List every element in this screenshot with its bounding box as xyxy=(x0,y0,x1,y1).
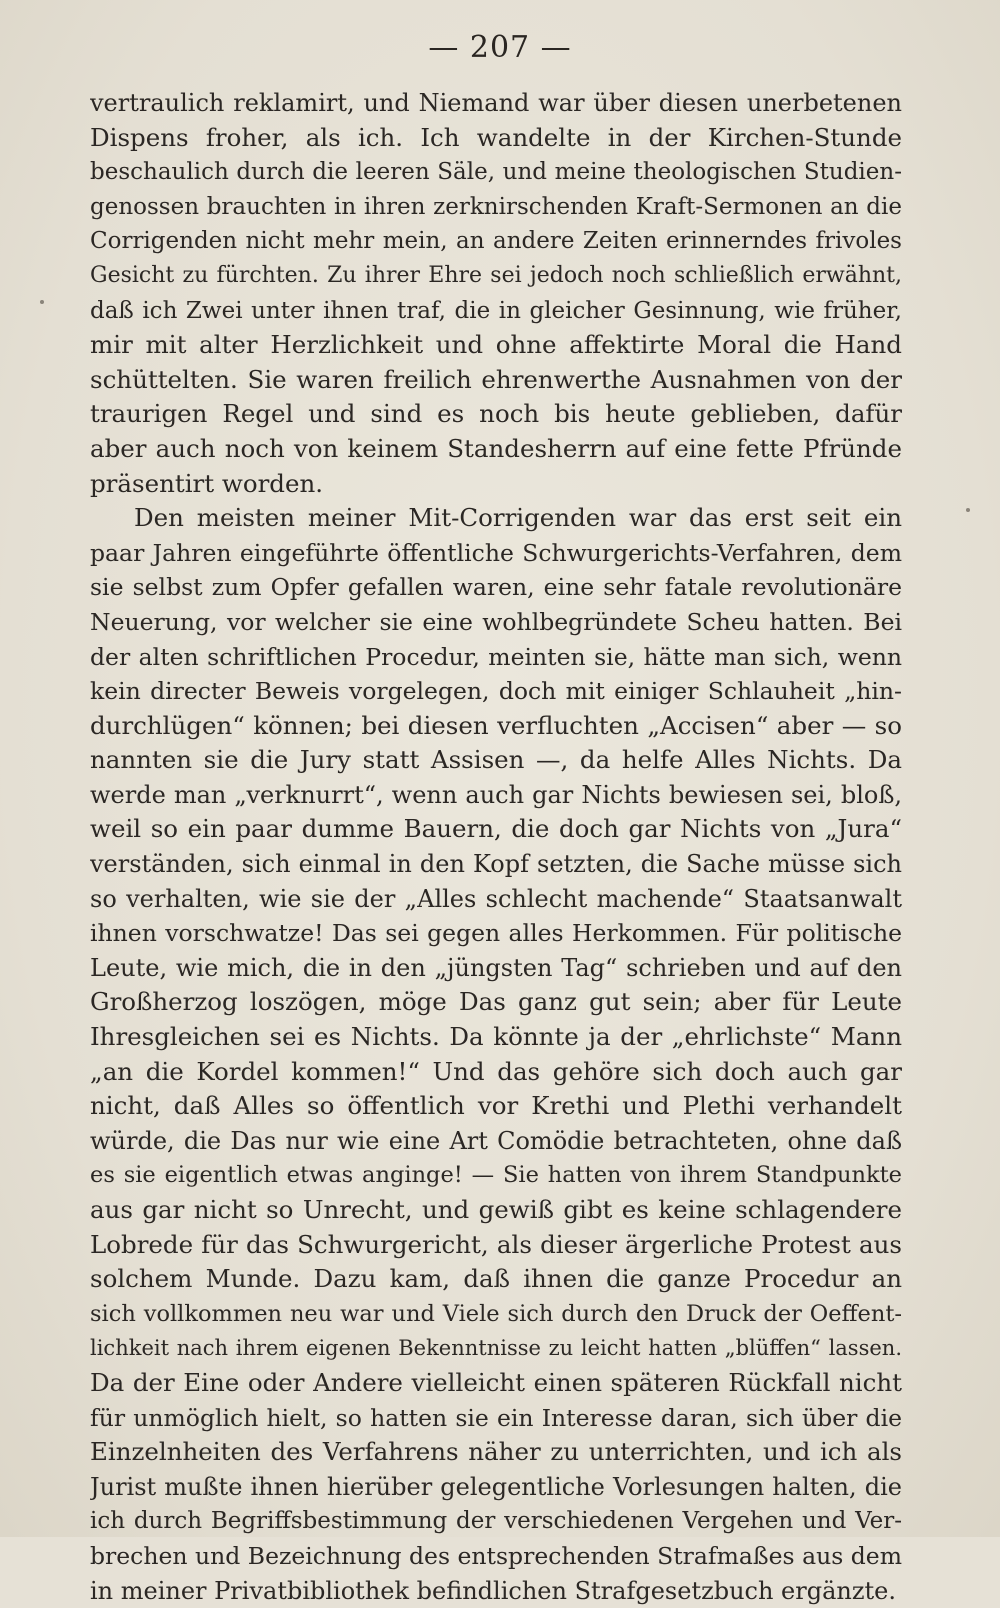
text-line: Lobrede für das Schwurgericht, als dieser ärgerliche Protest aus xyxy=(90,1229,902,1259)
text-line: kein directer Beweis vorgelegen, doch mit einiger Schlauheit „hin- xyxy=(90,677,902,706)
text-line: Da der Eine oder Andere vielleicht einen späteren Rückfall nicht xyxy=(90,1367,902,1397)
text-line: in meiner Privatbibliothek befindlichen Strafgesetzbuch ergänzte. xyxy=(90,1576,896,1605)
text-line: nannten sie die Jury statt Assisen —, da helfe Alles Nichts. Da xyxy=(90,745,902,775)
text-line: so verhalten, wie sie der „Alles schlecht machende“ Staatsanwalt xyxy=(90,884,902,913)
body-text xyxy=(90,86,902,1608)
text-line: sich vollkommen neu war und Viele sich durch den Druck der Oeffent- xyxy=(90,1300,902,1327)
paragraph-start-line: Den meisten meiner Mit-Corrigenden war das erst seit ein xyxy=(134,503,902,533)
text-line: traurigen Regel und sind es noch bis heute geblieben, dafür xyxy=(90,399,902,429)
text-line: Neuerung, vor welcher sie eine wohlbegründete Scheu hatten. Bei xyxy=(90,607,902,636)
text-line: für unmöglich hielt, so hatten sie ein Interesse daran, sich über die xyxy=(90,1403,902,1432)
text-line: schüttelten. Sie waren freilich ehrenwerthe Ausnahmen von der xyxy=(90,364,902,394)
text-line: Corrigenden nicht mehr mein, an andere Zeiten erinnerndes frivoles xyxy=(90,228,902,255)
text-line: der alten schriftlichen Procedur, meinten sie, hätte man sich, wenn xyxy=(90,642,902,671)
text-line: daß ich Zwei unter ihnen traf, die in gleicher Gesinnung, wie früher, xyxy=(90,297,902,324)
text-line: werde man „verknurrt“, wenn auch gar Nichts bewiesen sei, bloß, xyxy=(90,780,902,809)
paper-speck xyxy=(40,300,44,304)
text-line: brechen und Bezeichnung des entsprechenden Strafmaßes aus dem xyxy=(90,1541,902,1570)
text-line: Ihresgleichen sei es Nichts. Da könnte ja der „ehrlichste“ Mann xyxy=(90,1022,902,1052)
text-line: durchlügen“ können; bei diesen verfluchten „Accisen“ aber — so xyxy=(90,710,902,740)
text-line: verständen, sich einmal in den Kopf setzten, die Sache müsse sich xyxy=(90,850,902,879)
text-line: vertraulich reklamirt, und Niemand war über diesen unerbetenen xyxy=(90,89,902,117)
text-line: beschaulich durch die leeren Säle, und meine theologischen Studien- xyxy=(90,159,902,186)
text-line: mir mit alter Herzlichkeit und ohne affektirte Moral die Hand xyxy=(90,330,902,360)
text-line: nicht, daß Alles so öffentlich vor Krethi und Plethi verhandelt xyxy=(90,1091,902,1121)
text-line: würde, die Das nur wie eine Art Comödie betrachteten, ohne daß xyxy=(90,1126,902,1155)
text-line: aus gar nicht so Unrecht, und gewiß gibt es keine schlagendere xyxy=(90,1195,902,1224)
text-line: genossen brauchten in ihren zerknirschenden Kraft-Sermonen an die xyxy=(90,193,902,220)
text-line: aber auch noch von keinem Standesherrn auf eine fette Pfründe xyxy=(90,433,902,463)
text-line: Dispens froher, als ich. Ich wandelte in der Kirchen-Stunde xyxy=(90,122,902,152)
text-line: weil so ein paar dumme Bauern, die doch gar Nichts von „Jura“ xyxy=(90,814,902,844)
text-line: Gesicht zu fürchten. Zu ihrer Ehre sei jedoch noch schließlich erwähnt, xyxy=(90,262,902,288)
page-number-header: — 207 — xyxy=(428,30,572,65)
text-line: Großherzog loszögen, möge Das ganz gut sein; aber für Leute xyxy=(90,987,902,1017)
text-line: sie selbst zum Opfer gefallen waren, eine sehr fatale revolutionäre xyxy=(90,573,902,602)
text-line: Einzelnheiten des Verfahrens näher zu unterrichten, und ich als xyxy=(90,1437,902,1467)
text-line: Leute, wie mich, die in den „jüngsten Tag“ schrieben und auf den xyxy=(90,953,902,982)
text-line: es sie eigentlich etwas anginge! — Sie hatten von ihrem Standpunkte xyxy=(90,1162,902,1189)
text-line: Jurist mußte ihnen hierüber gelegentliche Vorlesungen halten, die xyxy=(90,1472,902,1501)
text-line: ihnen vorschwatze! Das sei gegen alles Herkommen. Für politische xyxy=(90,919,902,948)
text-line: lichkeit nach ihrem eigenen Bekenntnisse zu leicht hatten „blüffen“ lassen. xyxy=(90,1336,902,1361)
text-line: ich durch Begriffsbestimmung der verschiedenen Vergehen und Ver- xyxy=(90,1508,902,1535)
text-line: „an die Kordel kommen!“ Und das gehöre sich doch auch gar xyxy=(90,1056,902,1086)
paragraph-end-line: präsentirt worden. xyxy=(90,468,324,498)
text-line: paar Jahren eingeführte öffentliche Schwurgerichts-Verfahren, dem xyxy=(90,538,902,567)
paper-speck xyxy=(966,508,970,512)
text-line: solchem Munde. Dazu kam, daß ihnen die ganze Procedur an xyxy=(90,1264,902,1294)
